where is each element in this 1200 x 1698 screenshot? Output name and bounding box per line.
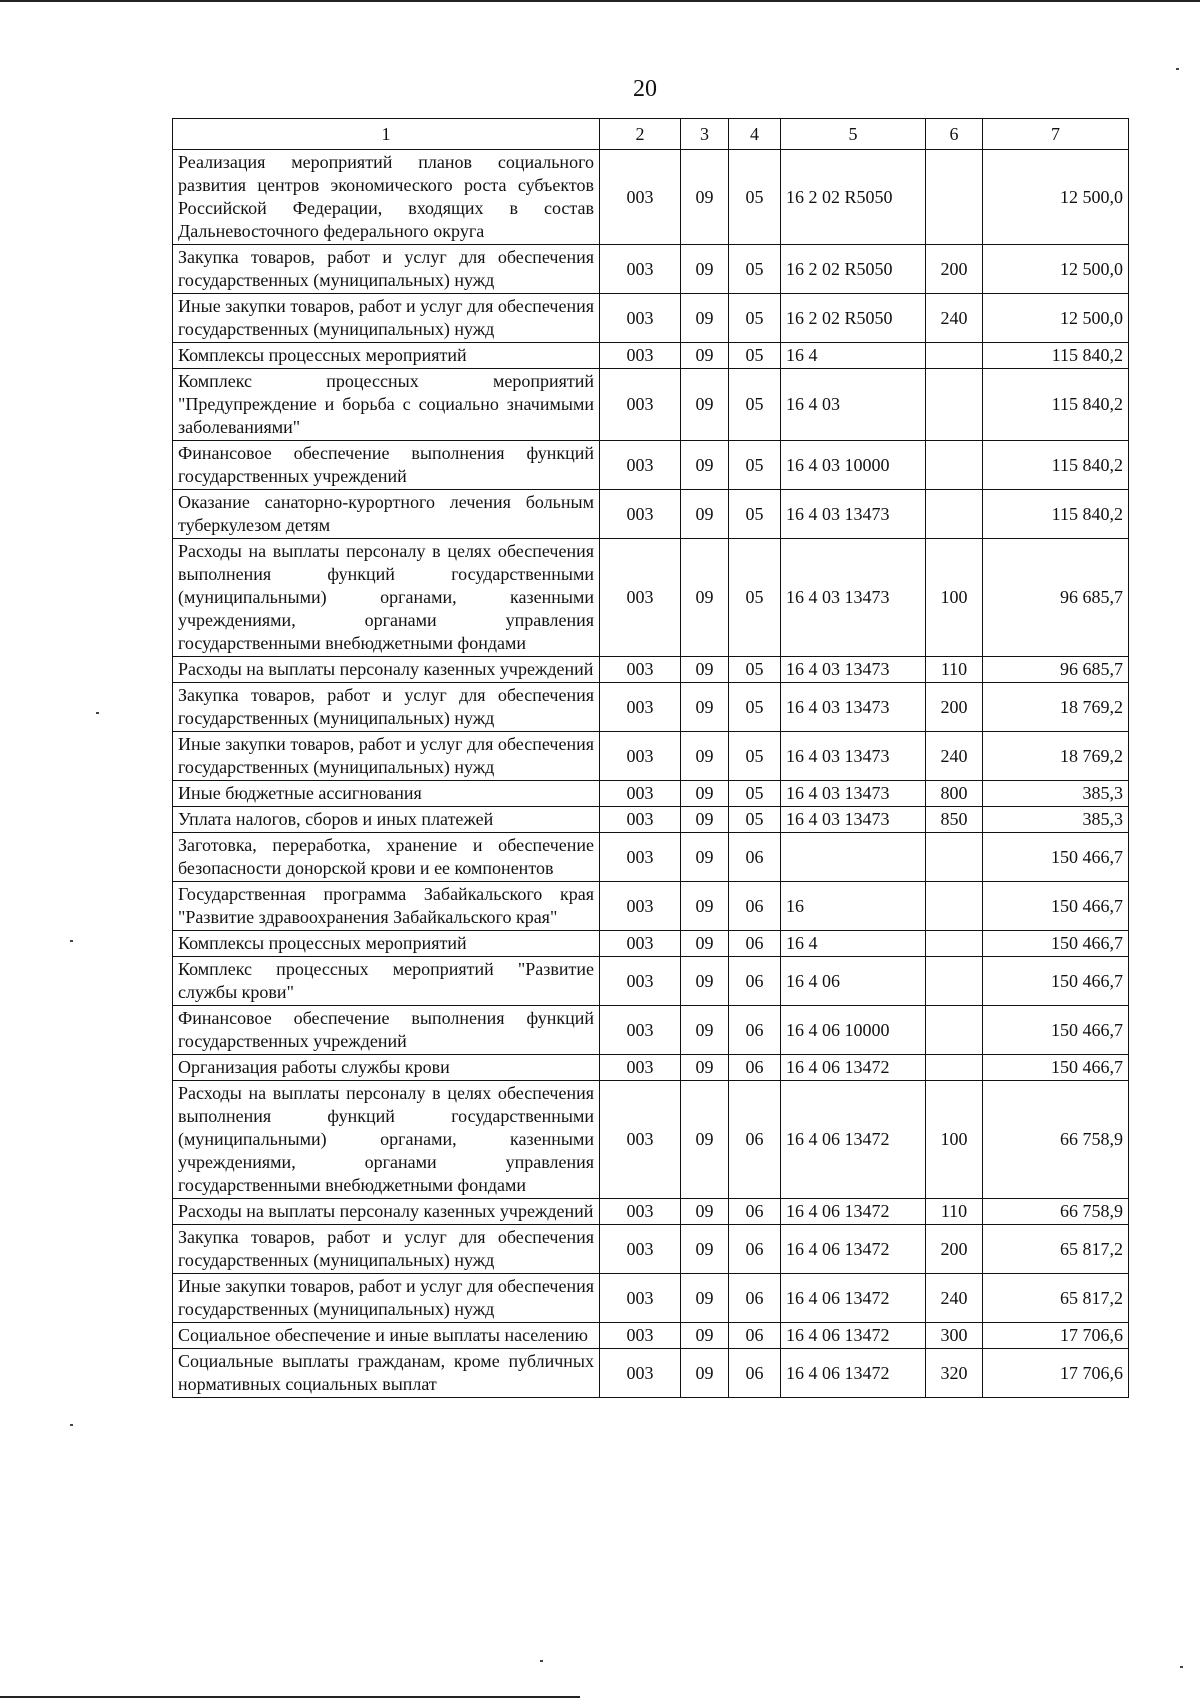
row-amount: 115 840,2 [983,369,1129,441]
row-expense-type: 100 [926,539,983,657]
row-ved-code: 003 [600,732,681,781]
row-subsection-code: 06 [729,882,781,931]
row-name: Комплексы процессных мероприятий [173,343,600,369]
row-amount: 115 840,2 [983,343,1129,369]
table-row [173,1081,1129,1199]
row-section-code: 09 [681,294,729,343]
table-row [173,369,1129,441]
row-ved-code: 003 [600,957,681,1006]
row-subsection-code: 05 [729,150,781,245]
header-col-6: 6 [926,119,983,150]
row-subsection-code: 05 [729,657,781,683]
row-subsection-code: 06 [729,957,781,1006]
row-target-article: 16 4 03 13473 [781,539,926,657]
row-subsection-code: 05 [729,732,781,781]
row-amount: 96 685,7 [983,657,1129,683]
row-expense-type [926,833,983,882]
row-name: Иные закупки товаров, работ и услуг для обеспечения государственных (муниципальных) нужд [173,1274,600,1323]
row-amount: 66 758,9 [983,1081,1129,1199]
header-col-4: 4 [729,119,781,150]
table-row [173,1323,1129,1349]
row-amount: 12 500,0 [983,150,1129,245]
row-amount: 150 466,7 [983,957,1129,1006]
row-name: Иные закупки товаров, работ и услуг для обеспечения государственных (муниципальных) нужд [173,294,600,343]
header-col-7: 7 [983,119,1129,150]
row-subsection-code: 06 [729,1199,781,1225]
row-expense-type [926,441,983,490]
table-row [173,1006,1129,1055]
row-expense-type: 200 [926,683,983,732]
row-name: Организация работы службы крови [173,1055,600,1081]
row-amount: 12 500,0 [983,294,1129,343]
row-ved-code: 003 [600,657,681,683]
row-section-code: 09 [681,732,729,781]
row-amount: 66 758,9 [983,1199,1129,1225]
row-amount: 115 840,2 [983,441,1129,490]
table-row [173,150,1129,245]
row-ved-code: 003 [600,882,681,931]
table-row [173,1055,1129,1081]
row-section-code: 09 [681,807,729,833]
scan-speck [1180,1666,1183,1668]
row-subsection-code: 05 [729,369,781,441]
row-expense-type: 320 [926,1349,983,1398]
row-name: Расходы на выплаты персоналу в целях обеспечения выполнения функций государственными (муниципальными) органами, казенными учреждениями, органами управления государственными внебюджетными фондами [173,1081,600,1199]
row-name: Комплекс процессных мероприятий "Развитие службы крови" [173,957,600,1006]
row-target-article: 16 2 02 R5050 [781,150,926,245]
row-ved-code: 003 [600,1006,681,1055]
row-ved-code: 003 [600,1225,681,1274]
row-ved-code: 003 [600,490,681,539]
row-name: Финансовое обеспечение выполнения функций государственных учреждений [173,441,600,490]
row-target-article: 16 2 02 R5050 [781,294,926,343]
table-row [173,882,1129,931]
row-target-article: 16 4 03 [781,369,926,441]
row-target-article: 16 4 06 [781,957,926,1006]
row-amount: 17 706,6 [983,1349,1129,1398]
row-section-code: 09 [681,882,729,931]
row-ved-code: 003 [600,294,681,343]
row-amount: 150 466,7 [983,833,1129,882]
table-row [173,732,1129,781]
row-expense-type: 200 [926,1225,983,1274]
row-name: Комплексы процессных мероприятий [173,931,600,957]
row-subsection-code: 06 [729,1006,781,1055]
row-ved-code: 003 [600,683,681,732]
row-section-code: 09 [681,1199,729,1225]
header-col-3: 3 [681,119,729,150]
row-subsection-code: 05 [729,807,781,833]
row-expense-type: 300 [926,1323,983,1349]
budget-table [172,118,1129,1398]
row-name: Закупка товаров, работ и услуг для обеспечения государственных (муниципальных) нужд [173,1225,600,1274]
row-ved-code: 003 [600,343,681,369]
table-row [173,1274,1129,1323]
row-expense-type: 240 [926,1274,983,1323]
row-section-code: 09 [681,1081,729,1199]
row-name: Финансовое обеспечение выполнения функций государственных учреждений [173,1006,600,1055]
row-expense-type [926,369,983,441]
row-target-article: 16 4 06 13472 [781,1055,926,1081]
row-section-code: 09 [681,781,729,807]
row-expense-type: 100 [926,1081,983,1199]
table-header-row [173,119,1129,150]
row-section-code: 09 [681,657,729,683]
row-name: Заготовка, переработка, хранение и обеспечение безопасности донорской крови и ее компонентов [173,833,600,882]
row-section-code: 09 [681,490,729,539]
row-target-article: 16 [781,882,926,931]
row-ved-code: 003 [600,441,681,490]
row-ved-code: 003 [600,539,681,657]
row-subsection-code: 05 [729,441,781,490]
row-target-article [781,833,926,882]
row-target-article: 16 4 06 13472 [781,1081,926,1199]
row-expense-type: 800 [926,781,983,807]
row-name: Реализация мероприятий планов социального развития центров экономического роста субъектов Российской Федерации, входящих в состав Дальневосточного федерального округа [173,150,600,245]
row-section-code: 09 [681,245,729,294]
row-name: Расходы на выплаты персоналу казенных учреждений [173,657,600,683]
row-amount: 150 466,7 [983,1055,1129,1081]
table-row [173,490,1129,539]
row-section-code: 09 [681,1225,729,1274]
row-ved-code: 003 [600,807,681,833]
row-subsection-code: 06 [729,1323,781,1349]
row-name: Закупка товаров, работ и услуг для обеспечения государственных (муниципальных) нужд [173,245,600,294]
table-row [173,931,1129,957]
row-ved-code: 003 [600,245,681,294]
row-amount: 18 769,2 [983,683,1129,732]
row-subsection-code: 05 [729,781,781,807]
row-subsection-code: 06 [729,1055,781,1081]
row-section-code: 09 [681,1349,729,1398]
row-expense-type [926,1006,983,1055]
row-expense-type: 110 [926,657,983,683]
row-name: Иные закупки товаров, работ и услуг для обеспечения государственных (муниципальных) нужд [173,732,600,781]
row-expense-type [926,957,983,1006]
row-name: Государственная программа Забайкальского края "Развитие здравоохранения Забайкальского края" [173,882,600,931]
row-section-code: 09 [681,1274,729,1323]
row-amount: 96 685,7 [983,539,1129,657]
row-target-article: 16 4 03 10000 [781,441,926,490]
table-row [173,1199,1129,1225]
row-section-code: 09 [681,441,729,490]
row-name: Уплата налогов, сборов и иных платежей [173,807,600,833]
row-subsection-code: 06 [729,1225,781,1274]
table-row [173,657,1129,683]
row-subsection-code: 05 [729,539,781,657]
row-target-article: 16 4 06 13472 [781,1323,926,1349]
row-ved-code: 003 [600,1199,681,1225]
row-expense-type: 850 [926,807,983,833]
row-amount: 65 817,2 [983,1274,1129,1323]
row-target-article: 16 4 03 13473 [781,657,926,683]
row-subsection-code: 05 [729,683,781,732]
page-number: 20 [633,76,657,102]
row-section-code: 09 [681,369,729,441]
row-name: Расходы на выплаты персоналу казенных учреждений [173,1199,600,1225]
header-col-2: 2 [600,119,681,150]
scan-speck [70,940,73,942]
row-name: Расходы на выплаты персоналу в целях обеспечения выполнения функций государственными (муниципальными) органами, казенными учреждениями, органами управления государственными внебюджетными фондами [173,539,600,657]
table-row [173,441,1129,490]
table-row [173,807,1129,833]
table-row [173,1349,1129,1398]
row-subsection-code: 06 [729,1081,781,1199]
row-subsection-code: 05 [729,294,781,343]
row-target-article: 16 4 03 13473 [781,732,926,781]
row-amount: 115 840,2 [983,490,1129,539]
row-section-code: 09 [681,1055,729,1081]
row-subsection-code: 05 [729,245,781,294]
scan-top-edge [0,0,1200,2]
header-col-5: 5 [781,119,926,150]
table-row [173,245,1129,294]
row-name: Социальные выплаты гражданам, кроме публичных нормативных социальных выплат [173,1349,600,1398]
row-target-article: 16 4 06 10000 [781,1006,926,1055]
row-name: Социальное обеспечение и иные выплаты населению [173,1323,600,1349]
scan-speck [540,1660,543,1662]
row-ved-code: 003 [600,1323,681,1349]
row-subsection-code: 05 [729,490,781,539]
table-row [173,957,1129,1006]
row-subsection-code: 06 [729,1274,781,1323]
row-ved-code: 003 [600,1055,681,1081]
row-name: Комплекс процессных мероприятий "Предупреждение и борьба с социально значимыми заболеваниями" [173,369,600,441]
row-amount: 12 500,0 [983,245,1129,294]
row-expense-type: 240 [926,294,983,343]
row-target-article: 16 4 03 13473 [781,683,926,732]
row-expense-type [926,882,983,931]
row-ved-code: 003 [600,1349,681,1398]
row-section-code: 09 [681,150,729,245]
row-name: Закупка товаров, работ и услуг для обеспечения государственных (муниципальных) нужд [173,683,600,732]
table-row [173,294,1129,343]
row-expense-type [926,343,983,369]
row-section-code: 09 [681,683,729,732]
row-ved-code: 003 [600,931,681,957]
row-expense-type: 240 [926,732,983,781]
row-ved-code: 003 [600,150,681,245]
row-ved-code: 003 [600,1274,681,1323]
row-name: Оказание санаторно-курортного лечения больным туберкулезом детям [173,490,600,539]
row-section-code: 09 [681,1006,729,1055]
row-amount: 65 817,2 [983,1225,1129,1274]
row-amount: 150 466,7 [983,931,1129,957]
row-ved-code: 003 [600,833,681,882]
row-target-article: 16 4 03 13473 [781,490,926,539]
row-section-code: 09 [681,833,729,882]
row-amount: 385,3 [983,781,1129,807]
row-ved-code: 003 [600,1081,681,1199]
row-subsection-code: 06 [729,1349,781,1398]
row-target-article: 16 4 06 13472 [781,1199,926,1225]
row-section-code: 09 [681,1323,729,1349]
table-row [173,781,1129,807]
table-row [173,683,1129,732]
row-section-code: 09 [681,343,729,369]
row-amount: 385,3 [983,807,1129,833]
row-amount: 17 706,6 [983,1323,1129,1349]
row-expense-type [926,1055,983,1081]
row-expense-type [926,931,983,957]
row-amount: 150 466,7 [983,882,1129,931]
row-target-article: 16 4 [781,931,926,957]
row-expense-type: 200 [926,245,983,294]
row-subsection-code: 06 [729,931,781,957]
row-section-code: 09 [681,539,729,657]
row-section-code: 09 [681,931,729,957]
row-subsection-code: 05 [729,343,781,369]
row-target-article: 16 4 06 13472 [781,1225,926,1274]
row-expense-type [926,490,983,539]
scan-speck [96,712,99,714]
row-target-article: 16 4 03 13473 [781,807,926,833]
row-target-article: 16 2 02 R5050 [781,245,926,294]
row-name: Иные бюджетные ассигнования [173,781,600,807]
table-row [173,1225,1129,1274]
table-row [173,343,1129,369]
scan-speck [1176,68,1179,70]
row-target-article: 16 4 06 13472 [781,1274,926,1323]
row-subsection-code: 06 [729,833,781,882]
row-target-article: 16 4 03 13473 [781,781,926,807]
row-target-article: 16 4 [781,343,926,369]
row-amount: 150 466,7 [983,1006,1129,1055]
table-row [173,833,1129,882]
row-expense-type [926,150,983,245]
header-col-1: 1 [173,119,600,150]
row-target-article: 16 4 06 13472 [781,1349,926,1398]
row-expense-type: 110 [926,1199,983,1225]
row-section-code: 09 [681,957,729,1006]
scan-speck [70,1424,73,1426]
row-ved-code: 003 [600,369,681,441]
table-row [173,539,1129,657]
row-amount: 18 769,2 [983,732,1129,781]
row-ved-code: 003 [600,781,681,807]
